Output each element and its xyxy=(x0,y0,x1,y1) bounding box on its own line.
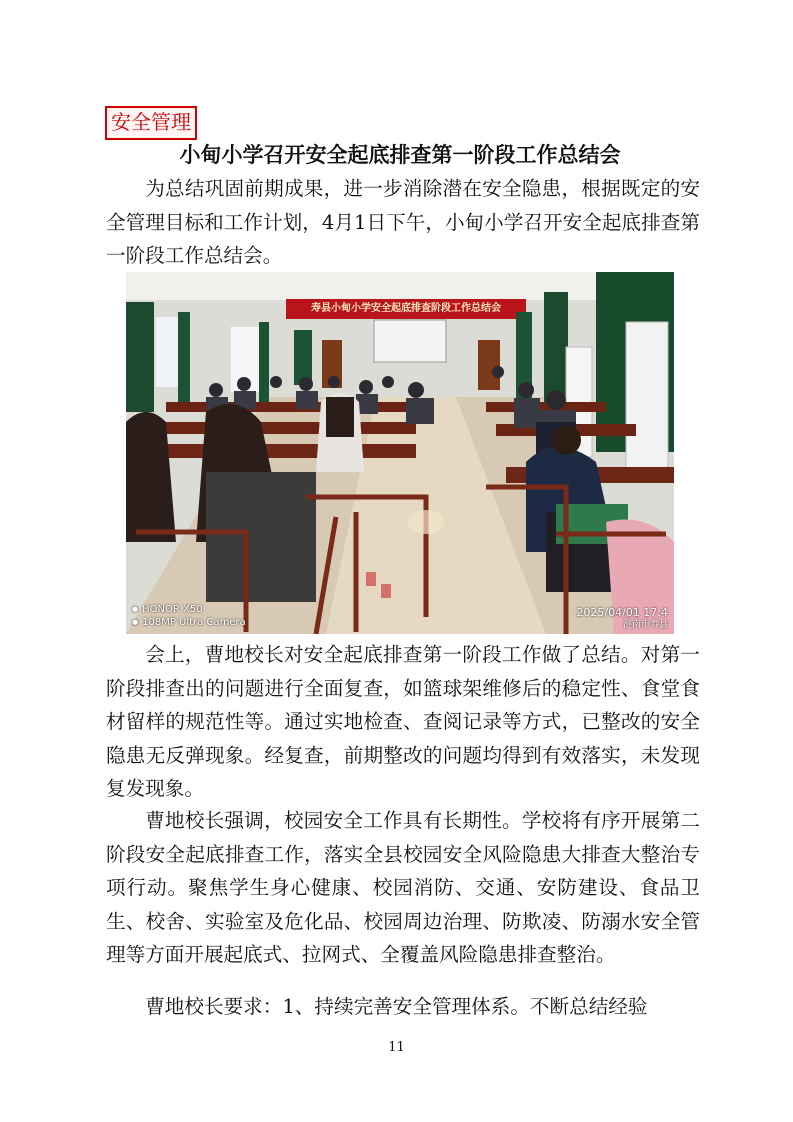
camera-model: ● HONOR X50 xyxy=(132,603,246,616)
photo-timestamp: 2025/04/01 17:4 xyxy=(576,606,668,619)
photo-location: 淮南市寿县 xyxy=(622,620,668,630)
paragraph-intro: 为总结巩固前期成果，进一步消除潜在安全隐患，根据既定的安全管理目标和工作计划，4月1日下午，小甸小学召开安全起底排查第一阶段工作总结会。 xyxy=(106,177,700,267)
camera-lens: ● 108MP Ultra Camera xyxy=(132,616,246,629)
paragraph-emphasis: 曹地校长强调，校园安全工作具有长期性。学校将有序开展第二阶段安全起底排查工作，落实全县校园安全风险隐患大排查大整治专项行动。聚焦学生身心健康、校园消防、交通、安防建设、食品卫生、校舍、实验室及危化品、校园周边治理、防欺凌、防溺水安全管理等方面开展起底式、拉网式、全覆盖风险隐患排查整治。 xyxy=(106,809,700,966)
photo-banner-text: 寿县小甸小学安全起底排查阶段工作总结会 xyxy=(311,303,501,314)
section-tag: 安全管理 xyxy=(105,106,197,140)
paragraph-requirements: 曹地校长要求：1、持续完善安全管理体系。不断总结经验 xyxy=(145,995,648,1018)
article-title: 小甸小学召开安全起底排查第一阶段工作总结会 xyxy=(179,143,621,167)
page-number: 11 xyxy=(388,1040,405,1055)
meeting-photo-illustration xyxy=(126,272,674,634)
camera-watermark xyxy=(132,603,246,629)
paragraph-summary: 会上，曹地校长对安全起底排查第一阶段工作做了总结。对第一阶段排查出的问题进行全面复查，如篮球架维修后的稳定性、食堂食材留样的规范性等。通过实地检查、查阅记录等方式，已整改的安全隐患无反弹现象。经复查，前期整改的问题均得到有效落实，未发现复发现象。 xyxy=(106,643,700,800)
meeting-photo xyxy=(126,272,674,634)
photo-timestamp-stamp xyxy=(576,607,668,631)
